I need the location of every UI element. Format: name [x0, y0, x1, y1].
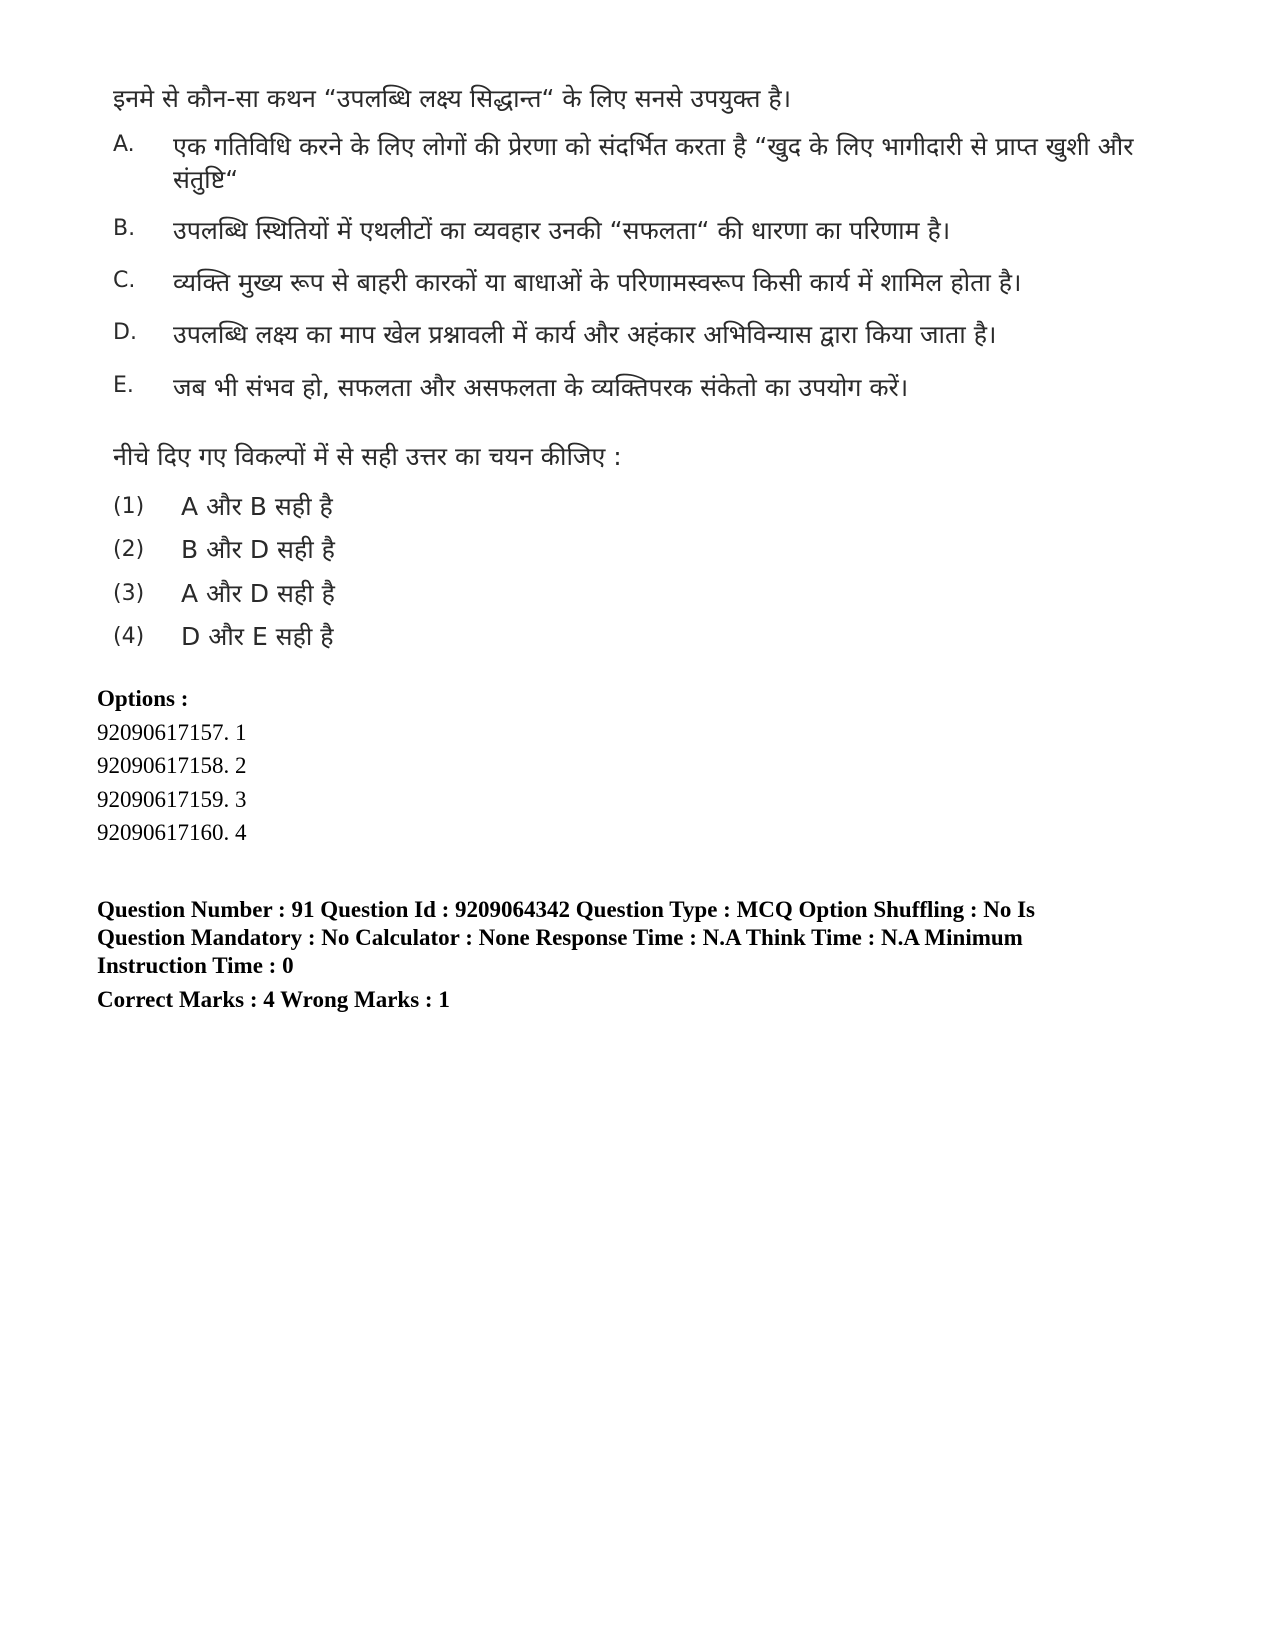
choice-number: (1): [113, 494, 145, 519]
choice-text: D और E सही है: [181, 622, 334, 651]
choice-1: [113, 490, 713, 524]
choice-4: [113, 620, 713, 654]
statement-text: जब भी संभव हो, सफलता और असफलता के व्यक्तिपरक संकेतो का उपयोग करें।: [173, 373, 909, 402]
choice-text: B और D सही है: [181, 535, 335, 564]
statement-text: उपलब्धि स्थितियों में एथलीटों का व्यवहार उनकी “सफलता“ की धारणा का परिणाम है।: [173, 216, 951, 245]
statement-b: [113, 214, 1173, 247]
question-metadata: Question Number : 91 Question Id : 9209064342 Question Type : MCQ Option Shuffling : No Is Question Mandatory : No Calculator : None Response Time : N.A Think Time : N.A Minimum Instruction Time : 0: [97, 897, 1036, 978]
statement-c: [113, 266, 1173, 299]
option-id-line: 92090617157. 1: [97, 720, 247, 745]
statement-e: [113, 371, 1173, 404]
choice-3: [113, 577, 713, 611]
options-heading: Options :: [97, 686, 189, 711]
statement-d: [113, 318, 1173, 351]
statement-label: E.: [113, 373, 134, 398]
choice-number: (4): [113, 624, 145, 649]
statement-text: एक गतिविधि करने के लिए लोगों की प्रेरणा को संदर्भित करता है “खुद के लिए भागीदारी से प्राप्त खुशी और संतुष्टि“: [173, 132, 1134, 194]
marks-info: Correct Marks : 4 Wrong Marks : 1: [97, 987, 450, 1012]
statement-label: B.: [113, 216, 136, 241]
choice-text: A और D सही है: [181, 579, 335, 608]
answer-instruction: नीचे दिए गए विकल्पों में से सही उत्तर का चयन कीजिए :: [113, 442, 622, 471]
statement-a: [113, 130, 1173, 196]
statement-label: D.: [113, 320, 137, 345]
option-id-line: 92090617160. 4: [97, 820, 247, 845]
statement-label: C.: [113, 268, 136, 293]
option-id-line: 92090617158. 2: [97, 753, 247, 778]
statement-label: A.: [113, 132, 135, 157]
choice-text: A और B सही है: [181, 492, 333, 521]
choice-number: (2): [113, 537, 145, 562]
statement-text: उपलब्धि लक्ष्य का माप खेल प्रश्नावली में कार्य और अहंकार अभिविन्यास द्वारा किया जाता है।: [173, 320, 997, 349]
choice-number: (3): [113, 581, 145, 606]
option-id-line: 92090617159. 3: [97, 787, 247, 812]
statement-text: व्यक्ति मुख्य रूप से बाहरी कारकों या बाधाओं के परिणामस्वरूप किसी कार्य में शामिल होता है।: [173, 268, 1022, 297]
question-stem: इनमे से कौन-सा कथन “उपलब्धि लक्ष्य सिद्धान्त“ के लिए सनसे उपयुक्त है।: [113, 84, 792, 113]
choice-2: [113, 533, 713, 567]
